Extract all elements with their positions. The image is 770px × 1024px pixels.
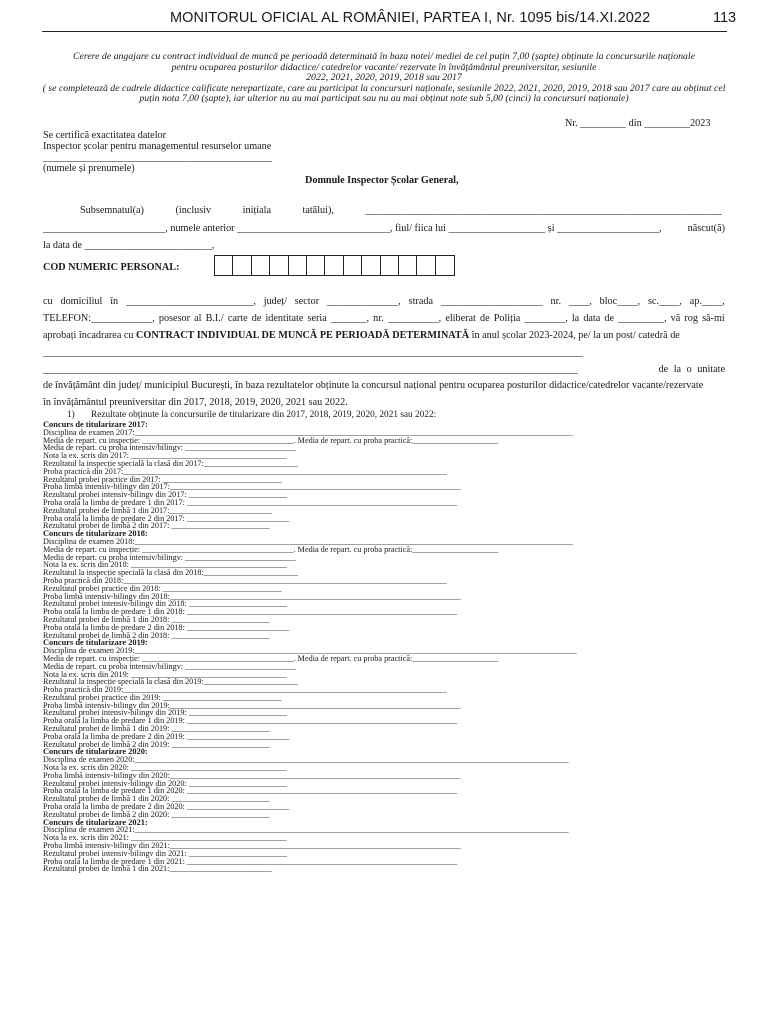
word: domiciliul bbox=[60, 296, 103, 307]
phone-row bbox=[43, 313, 725, 324]
inspector-name-blank[interactable]: _____________________________________________ bbox=[43, 152, 273, 163]
id-number-field[interactable]: __________, bbox=[387, 313, 442, 324]
intro-line: 2022, 2021, 2020, 2019, 2018 sau 2017 bbox=[306, 72, 462, 84]
result-field-row[interactable]: Disciplina de examen 2018:___________________________________________________________________________________________________________ bbox=[43, 536, 573, 546]
intro-title bbox=[30, 52, 738, 105]
word: sector bbox=[294, 296, 320, 307]
result-field-row[interactable]: Proba limbă intensiv-bilingv din 2017:_______________________________________________________________________ bbox=[43, 482, 461, 492]
result-field-row[interactable]: Proba orală la limba de predare 1 din 2020: __________________________________________________________________ bbox=[43, 786, 458, 796]
inclusive-label: (inclusiv bbox=[175, 205, 212, 216]
unit-row bbox=[43, 364, 725, 375]
result-field-row[interactable]: Rezultatul probei de limbă 1 din 2018: ________________________ bbox=[43, 614, 270, 624]
result-field-row[interactable]: Rezultatul la inspecție specială la clasă din 2019:_______________________ bbox=[43, 677, 298, 687]
word: rog bbox=[684, 313, 698, 324]
full-name-field[interactable]: ______________________________________________________________________ bbox=[365, 205, 722, 216]
unit-field[interactable]: _________________________________________________________________________________________________________ bbox=[43, 364, 578, 375]
initial-label: inițiala bbox=[242, 205, 271, 216]
result-field-row[interactable]: Proba orală la limba de predare 2 din 2018: _________________________ bbox=[43, 622, 290, 632]
domicile-row bbox=[43, 296, 725, 307]
result-field-row[interactable]: Rezultatul probei intensiv-bilingv din 2020: ________________________ bbox=[43, 778, 288, 788]
word: al bbox=[194, 313, 202, 324]
result-field-row[interactable]: Rezultatul probei de limbă 1 din 2017:_________________________ bbox=[43, 505, 272, 515]
result-field-row[interactable]: Nota la ex. scris din 2018: ______________________________________ bbox=[43, 560, 287, 570]
result-field-row[interactable]: Rezultatul probei de limbă 1 din 2019: ________________________ bbox=[43, 724, 270, 734]
intro-line: puțin nota 7,00 (șapte), iar ulterior nu au mai participat sau nu au mai obținut note sub 5,00 (cinci) la concursuri naționale) bbox=[139, 93, 629, 105]
names-field[interactable]: ________________________, numele anterior ______________________________, fiul/ fiica lui ___________________ și ____________________, bbox=[43, 223, 662, 234]
word: de bbox=[604, 313, 615, 324]
registration-number: Nr. _________ din _________2023 bbox=[565, 118, 711, 129]
result-field-row[interactable]: Nota la ex. scris din 2021: ______________________________________ bbox=[43, 833, 287, 843]
contract-type: CONTRACT INDIVIDUAL DE MUNCĂ PE PERIOADĂ DETERMINATĂ bbox=[136, 330, 470, 341]
intro-line: ( se completează de cadrele didactice calificate nerepartizate, care au participat la concursuri naționale, sesiunile 2022, 2021, 2020, 2019, 2018 sau 2017 care au obținut cel bbox=[42, 82, 726, 94]
staircase-field[interactable]: sc.____, bbox=[647, 296, 682, 307]
exam-session-heading: Concurs de titularizare 2017: bbox=[43, 420, 148, 429]
result-field-row[interactable]: Rezultatul probei de limbă 1 din 2021:_________________________ bbox=[43, 864, 272, 874]
header-rule bbox=[42, 31, 727, 32]
result-field-row[interactable]: Rezultatul probei intensiv-bilingv din 2019: ________________________ bbox=[43, 708, 288, 718]
result-field-row[interactable]: Media de repart. cu proba intensiv/bilingv: ___________________________ bbox=[43, 661, 296, 671]
inspector-name-caption: (numele și prenumele) bbox=[43, 163, 135, 174]
word: carte bbox=[227, 313, 248, 324]
exam-session-heading: Concurs de titularizare 2019: bbox=[43, 638, 148, 648]
unit-tail: de la o unitate bbox=[658, 364, 725, 375]
result-field-row[interactable]: Rezultatul probei de limbă 2 din 2019: ________________________ bbox=[43, 739, 270, 749]
result-field-row[interactable]: Proba limbă intensiv-bilingv din 2020:_______________________________________________________________________ bbox=[43, 770, 461, 780]
page-number: 113 bbox=[713, 10, 737, 26]
word: la bbox=[571, 313, 580, 324]
result-field-row[interactable]: Proba practică din 2018:_______________________________________________________________________________ bbox=[43, 575, 447, 585]
undersigned-row bbox=[80, 205, 722, 216]
result-field-row[interactable]: Proba orală la limba de predare 2 din 2017: _________________________ bbox=[43, 513, 290, 523]
result-field-row[interactable]: Media de repart. cu proba intensiv/bilingv: ___________________________ bbox=[43, 443, 296, 453]
cnp-input-boxes[interactable] bbox=[214, 255, 455, 276]
cnp-digit[interactable] bbox=[307, 256, 325, 275]
result-field-row[interactable]: Proba orală la limba de predare 1 din 2019: __________________________________________________________________ bbox=[43, 716, 458, 726]
number-field[interactable]: ____, bbox=[568, 296, 592, 307]
father-label: tatălui), bbox=[302, 205, 334, 216]
publication-title: MONITORUL OFICIAL AL ROMÂNIEI, PARTEA I, Nr. 1095 bis/14.XI.2022 bbox=[170, 10, 651, 26]
word: seria bbox=[307, 313, 327, 324]
names-row bbox=[43, 223, 725, 234]
word: eliberat bbox=[445, 313, 476, 324]
word: cu bbox=[43, 296, 53, 307]
locality-field[interactable]: _________________________, bbox=[125, 296, 256, 307]
result-field-row[interactable]: Rezultatul probei intensiv-bilingv din 2018: ________________________ bbox=[43, 599, 288, 609]
result-field-row[interactable]: Proba practică din 2017:_______________________________________________________________________________ bbox=[43, 466, 447, 476]
word: B.I./ bbox=[205, 313, 224, 324]
result-field-row[interactable]: Disciplina de examen 2019:____________________________________________________________________________________________________________ bbox=[43, 646, 577, 656]
result-field-row[interactable]: Rezultatul probei de limbă 2 din 2020: ________________________ bbox=[43, 809, 270, 819]
cnp-digit[interactable] bbox=[362, 256, 380, 275]
result-field-row[interactable]: Disciplina de examen 2020:__________________________________________________________________________________________________________ bbox=[43, 755, 569, 765]
result-field-row[interactable]: Rezultatul probei intensiv-bilingv din 2017: ________________________ bbox=[43, 490, 288, 500]
result-field-row[interactable]: Proba practică din 2019:_______________________________________________________________________________ bbox=[43, 685, 447, 695]
word: nr. bbox=[550, 296, 562, 307]
block-field[interactable]: bloc____, bbox=[599, 296, 641, 307]
birth-date-field[interactable]: la data de _________________________, bbox=[43, 240, 215, 251]
result-field-row[interactable]: Proba orală la limba de predare 1 din 2017: __________________________________________________________________ bbox=[43, 497, 458, 507]
word: data bbox=[583, 313, 601, 324]
issue-date-field[interactable]: _________, bbox=[618, 313, 667, 324]
result-field-row[interactable]: Nota la ex. scris din 2019: ______________________________________ bbox=[43, 669, 287, 679]
cnp-digit[interactable] bbox=[381, 256, 399, 275]
result-field-row[interactable]: Rezultatul probei de limbă 2 din 2018: ________________________ bbox=[43, 630, 270, 640]
section-heading: 1) Rezultate obținute la concursurile de titularizare din 2017, 2018, 2019, 2020, 2021 sau 2022: bbox=[67, 410, 437, 420]
intro-line: Cerere de angajare cu contract individual de muncă pe perioadă determinată în baza notei/ mediei de cel puțin 7,00 (șapte) obținute la concursurile naționale bbox=[73, 51, 695, 62]
undersigned-label: Subsemnatul(a) bbox=[80, 205, 144, 216]
word: nr. bbox=[373, 313, 384, 324]
result-field-row[interactable]: Proba limbă intensiv-bilingv din 2021:_______________________________________________________________________ bbox=[43, 841, 461, 851]
cnp-digit[interactable] bbox=[289, 256, 307, 275]
word: în bbox=[110, 296, 119, 307]
result-field-row[interactable]: Media de repart. cu inspecție: _____________________________________. Media de repart. cu proba practică:_____________________ bbox=[43, 435, 499, 445]
word: de bbox=[251, 313, 262, 324]
cnp-digit[interactable] bbox=[233, 256, 251, 275]
approval-request bbox=[43, 330, 725, 341]
word: vă bbox=[670, 313, 681, 324]
education-text: de învățământ din județ/ municipiul București, în baza rezultatelor obținute la concursul național pentru ocuparea posturilor didactice/catedrelor vacante/rezervate bbox=[43, 380, 704, 391]
word: identitate bbox=[265, 313, 304, 324]
result-field-row[interactable]: Proba limbă intensiv-bilingv din 2019:_______________________________________________________________________ bbox=[43, 700, 461, 710]
apartment-field[interactable]: ap.____, bbox=[689, 296, 725, 307]
result-field-row[interactable]: Proba orală la limba de predare 1 din 2018: __________________________________________________________________ bbox=[43, 607, 458, 617]
result-field-row[interactable]: Media de repart. cu inspecție: _____________________________________. Media de repart. cu proba practică:_____________________ bbox=[43, 544, 499, 554]
cnp-digit[interactable] bbox=[252, 256, 270, 275]
cnp-digit[interactable] bbox=[344, 256, 362, 275]
cnp-digit[interactable] bbox=[436, 256, 454, 275]
cnp-digit[interactable] bbox=[325, 256, 343, 275]
exam-session-heading: Concurs de titularizare 2020: bbox=[43, 747, 148, 757]
result-field-row[interactable]: Rezultatul probei practice din 2018: _____________________________ bbox=[43, 583, 282, 593]
certify-text: Se certifică exactitatea datelor bbox=[43, 130, 167, 141]
word: posesor bbox=[158, 313, 191, 324]
approval-text: aprobați încadrarea cu bbox=[43, 330, 137, 341]
cnp-digit[interactable] bbox=[215, 256, 233, 275]
result-field-row[interactable]: Rezultatul la inspecție specială la clasă din 2018:_______________________ bbox=[43, 568, 298, 578]
result-field-row[interactable]: Media de repart. cu proba intensiv/bilingv: ___________________________ bbox=[43, 552, 296, 562]
result-field-row[interactable]: Rezultatul probei intensiv-bilingv din 2021: ________________________ bbox=[43, 848, 288, 858]
cnp-digit[interactable] bbox=[399, 256, 417, 275]
result-field-row[interactable]: Nota la ex. scris din 2017: ______________________________________ bbox=[43, 451, 287, 461]
word: județ/ bbox=[263, 296, 287, 307]
cnp-digit[interactable] bbox=[270, 256, 288, 275]
result-field-row[interactable]: Proba orală la limba de predare 1 din 2021: __________________________________________________________________ bbox=[43, 856, 458, 866]
police-field[interactable]: ________, bbox=[524, 313, 568, 324]
word: strada bbox=[408, 296, 433, 307]
results-list bbox=[43, 421, 743, 873]
result-field-row[interactable]: Rezultatul probei practice din 2017: _____________________________ bbox=[43, 474, 282, 484]
word: de bbox=[479, 313, 490, 324]
preuniversity-text: în învățământul preuniversitar din 2017, 2018, 2019, 2020, 2021 sau 2022. bbox=[43, 397, 348, 408]
result-field-row[interactable]: Media de repart. cu inspecție: _____________________________________. Media de repart. cu proba practică:_____________________ bbox=[43, 653, 499, 663]
id-series-field[interactable]: _______, bbox=[330, 313, 370, 324]
born-label: născut(ă) bbox=[687, 223, 725, 234]
result-field-row[interactable]: Proba orală la limba de predare 2 din 2019: _________________________ bbox=[43, 731, 290, 741]
result-field-row[interactable]: Rezultatul probei de limbă 1 din 2020: ________________________ bbox=[43, 794, 270, 804]
word: să-mi bbox=[702, 313, 725, 324]
page-header bbox=[0, 10, 770, 30]
result-field-row[interactable]: Nota la ex. scris din 2020: ______________________________________ bbox=[43, 763, 287, 773]
result-field-row[interactable]: Disciplina de examen 2021:__________________________________________________________________________________________________________ bbox=[43, 825, 569, 835]
result-field-row[interactable]: Disciplina de examen 2017:___________________________________________________________________________________________________________ bbox=[43, 427, 573, 437]
cnp-label: COD NUMERIC PERSONAL: bbox=[43, 262, 180, 273]
result-field-row[interactable]: Rezultatul probei de limbă 2 din 2017: ________________________ bbox=[43, 521, 270, 531]
exam-session-heading: Concurs de titularizare 2018: bbox=[43, 529, 148, 539]
inspector-title: Inspector școlar pentru managementul resurselor umane bbox=[43, 141, 272, 152]
intro-line: pentru ocuparea posturilor didactice/ catedrelor vacante/ rezervate în învățământul preuniversitar, sesiunile bbox=[171, 61, 597, 73]
exam-session-heading: Concurs de titularizare 2021: bbox=[43, 817, 148, 827]
sector-field[interactable]: ______________, bbox=[326, 296, 401, 307]
result-field-row[interactable]: Proba orală la limba de predare 2 din 2020: _________________________ bbox=[43, 802, 290, 812]
phone-field[interactable]: TELEFON:____________, bbox=[43, 313, 155, 324]
approval-text: în anul școlar 2023-2024, pe/ la un post/ catedră de bbox=[469, 330, 680, 341]
cnp-digit[interactable] bbox=[417, 256, 435, 275]
result-field-row[interactable]: Proba limbă intensiv-bilingv din 2018:_______________________________________________________________________ bbox=[43, 591, 461, 601]
post-field[interactable]: __________________________________________________________________________________________________________ bbox=[43, 347, 583, 358]
result-field-row[interactable]: Rezultatul probei practice din 2019: _____________________________ bbox=[43, 692, 282, 702]
result-field-row[interactable]: Rezultatul la inspecție specială la clasă din 2017:_______________________ bbox=[43, 458, 298, 468]
word: Poliția bbox=[493, 313, 521, 324]
addressee: Domnule Inspector Școlar General, bbox=[305, 175, 459, 186]
street-field[interactable]: ____________________ bbox=[440, 296, 543, 307]
